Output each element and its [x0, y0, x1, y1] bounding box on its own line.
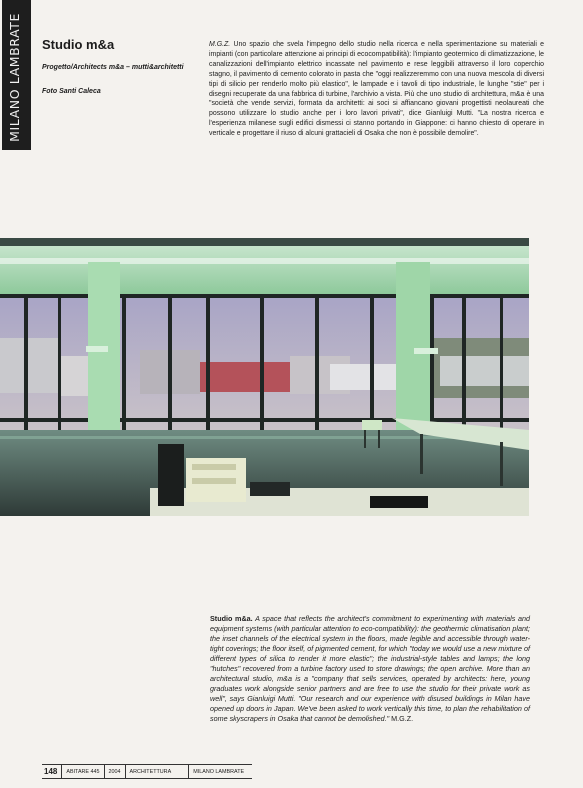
footer-section: ARCHITETTURA [125, 765, 189, 778]
english-lead: Studio m&a. [210, 614, 253, 623]
english-article-text [210, 614, 530, 723]
project-credit: Progetto/Architects m&a – mutti&architetti [42, 64, 184, 71]
italian-lead: M.G.Z. [209, 41, 231, 48]
studio-interior-photo [0, 238, 529, 516]
italian-article-text [209, 40, 544, 139]
footer-location: MILANO LAMBRATE [188, 765, 252, 778]
english-signature: M.G.Z. [391, 713, 414, 723]
photo-illustration [0, 238, 529, 516]
article-title: Studio m&a [42, 37, 115, 52]
section-tab [2, 0, 31, 150]
page-footer [42, 764, 252, 779]
italian-body: Uno spazio che svela l'impegno dello studio nella ricerca e nella sperimentazione su materiali e impianti (con particolare attenzione ai principi di ecocompatibilità): l'impianto geotermico di climatizzazione, le canalizzazioni dell'impianto elettrico incassate nel pavimento e rese leggibili attraverso il loro coperchio stagno, il pavimento di cemento colorato in pasta che "oggi realizzeremmo con una nuova mescola di diversi tipi di silicio per renderlo molto più elastico", le lampade e i tavoli di tipo industriale, le lunghe "stie" per i disegni recuperate da una fabbrica di turbine, l'archivio a vista. Più che uno studio di architettura, m&a è una "società che vende servizi, formata da architetti: ai soci si affiancano giovani progettisti neolaureati che possono utilizzare lo studio anche per i loro lavori privati", dice Gianluigi Mutti. "La nostra ricerca e l'esperienza milanese sugli edifici dismessi ci stanno portando in Giappone: ci hanno chiesto di operare in verticale e progettare il riuso di alcuni grattacieli di Osaka che non è possibile demolire". [209, 41, 544, 138]
english-body: A space that reflects the architect's commitment to experimenting with materials and equipment systems (with particular attention to eco-compatibility): the geothermic climatisation plant; the inset channels of the electrical system in the floors, made legible and accessible through water-tight coverings; the floor itself, of pigmented cement, for which "today we would use a new mixture of different types of silica to render it more elastic"; the industrial-style tables and lamps; the long "hutches" recovered from a turbine factory used to store drawings; the open archive. More than an architectural studio, m&a is a "company that sells services, operated by architects: here, young graduates work alongside senior partners and are free to use the studio for their private work as well", says Gianluigi Mutti. "Our research and our experience with disused buildings in Milan have opened up doors in Japan. We've been asked to work vertically this time, to plan the rehabilitation of some skyscrapers in Osaka that cannot be demolished." [210, 614, 530, 723]
section-tab-label: MILANO LAMBRATE [7, 13, 22, 142]
footer-year: 2004 [104, 765, 125, 778]
page-number: 148 [44, 767, 58, 776]
footer-magazine: ABITARE 445 [61, 765, 103, 778]
photo-credit: Foto Santi Caleca [42, 88, 101, 95]
